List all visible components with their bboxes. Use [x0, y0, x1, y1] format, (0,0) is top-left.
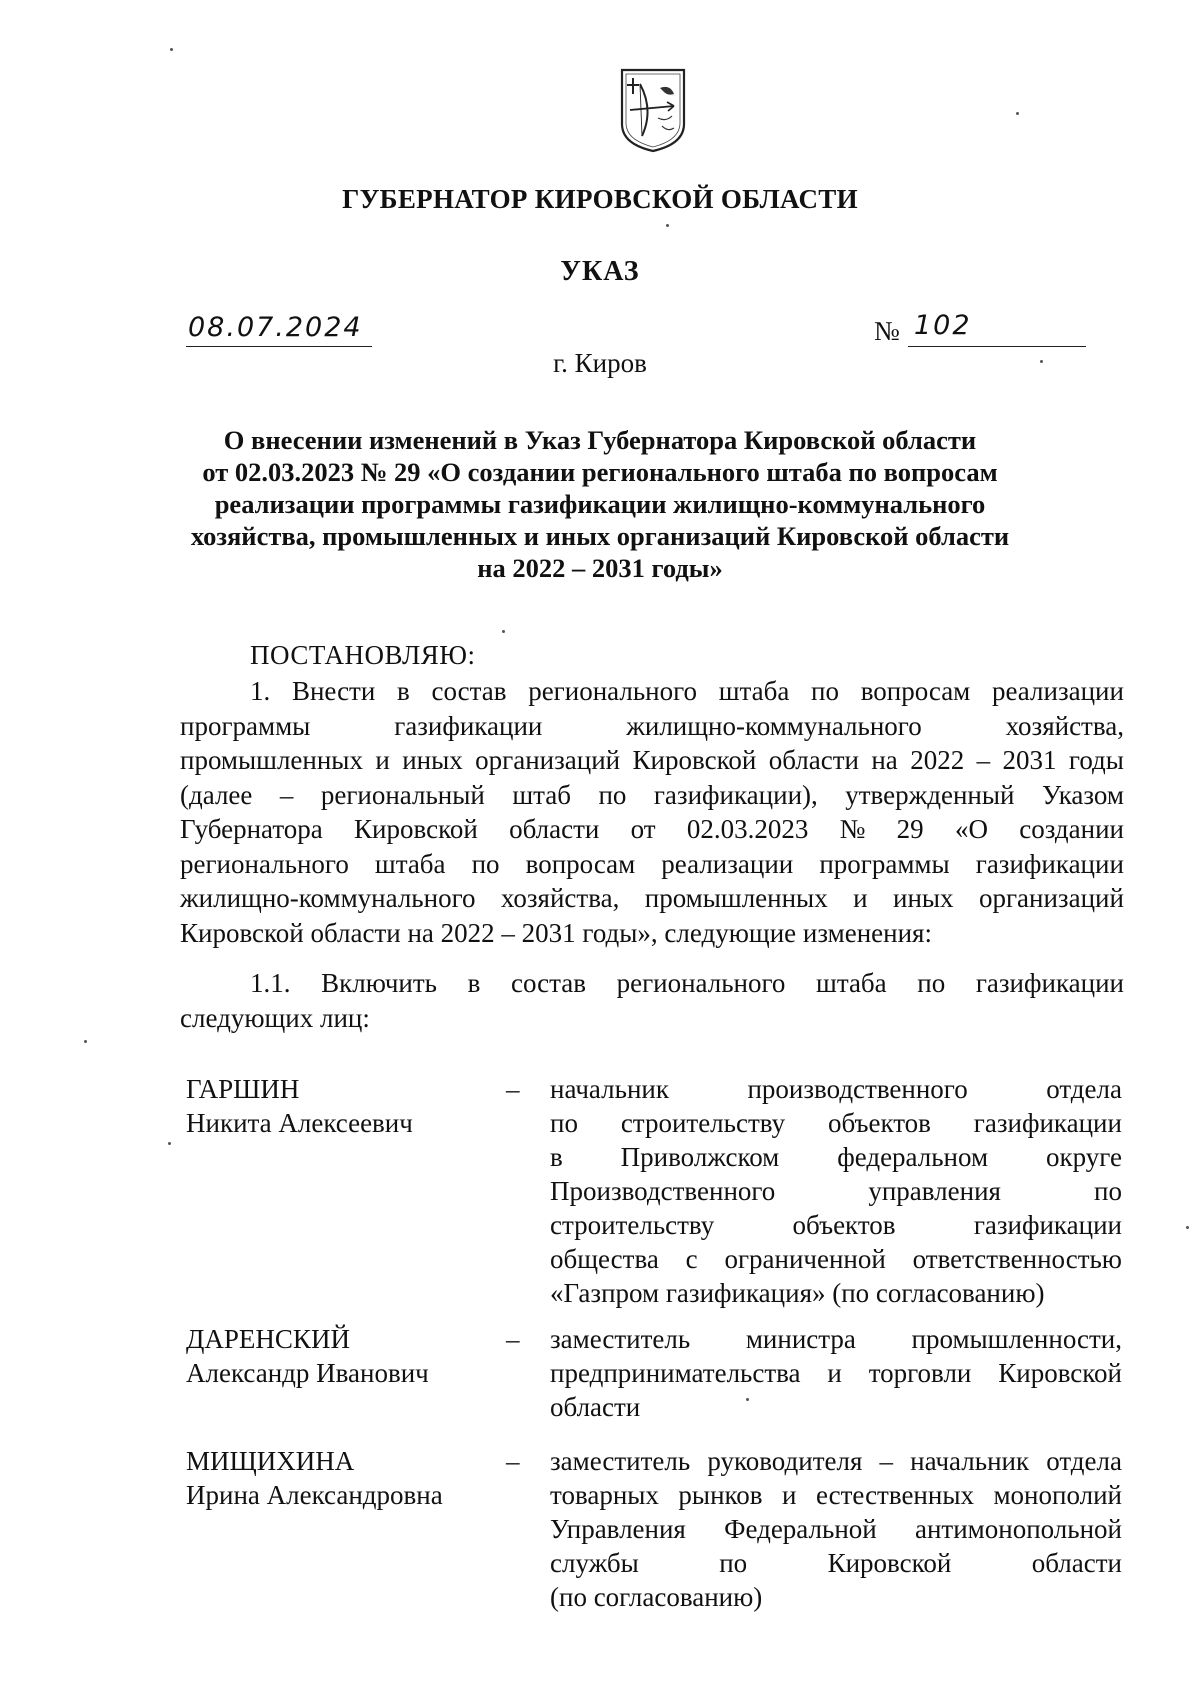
role-line: товарных рынков и естественных монополий — [550, 1480, 1122, 1510]
role-line: общества с ограниченной ответственностью — [550, 1244, 1122, 1274]
member-given-names: Никита Алексеевич — [186, 1108, 413, 1138]
paragraph-line: программы газификации жилищно-коммунального хозяйства, — [180, 710, 1124, 741]
role-line: начальник производственного отдела — [550, 1074, 1122, 1104]
paragraph-line: регионального штаба по вопросам реализации программы газификации — [180, 848, 1124, 879]
scan-speck — [502, 630, 505, 633]
subject-line: реализации программы газификации жилищно-коммунального — [214, 489, 986, 519]
role-line: (по согласованию) — [550, 1582, 763, 1612]
paragraph-line: (далее – региональный штаб по газификации), утвержденный Указом — [180, 779, 1124, 810]
paragraph-line: следующих лиц: — [180, 1002, 370, 1033]
scan-speck — [666, 224, 669, 227]
subject-line: от 02.03.2023 № 29 «О создании регионального штаба по вопросам — [202, 457, 998, 487]
scan-speck — [1016, 112, 1019, 115]
role-line: по строительству объектов газификации — [550, 1108, 1122, 1138]
decree-subject — [180, 424, 1020, 584]
paragraph-line: жилищно-коммунального хозяйства, промышленных и иных организаций — [180, 883, 1124, 913]
decree-number: 102 — [914, 310, 972, 341]
subject-line: О внесении изменений в Указ Губернатора Кировской области — [223, 425, 977, 455]
subject-line: хозяйства, промышленных и иных организаций Кировской области — [190, 521, 1010, 551]
role-line: предпринимательства и торговли Кировской — [550, 1358, 1122, 1388]
member-name — [186, 1444, 496, 1512]
paragraph-1-1 — [180, 966, 1124, 1035]
member-dash: – — [506, 1324, 520, 1354]
decree-date: 08.07.2024 — [188, 312, 363, 343]
role-line: Управления Федеральной антимонопольной — [550, 1514, 1122, 1544]
scan-speck — [168, 1142, 171, 1145]
role-line: заместитель руководителя – начальник отдела — [550, 1446, 1122, 1476]
role-line: строительству объектов газификации — [550, 1210, 1122, 1240]
role-line: Производственного управления по — [550, 1176, 1122, 1206]
subject-line: на 2022 – 2031 годы» — [477, 553, 723, 583]
scan-speck — [170, 48, 173, 51]
member-surname: ДАРЕНСКИЙ — [186, 1324, 350, 1354]
document-type: УКАЗ — [560, 256, 640, 287]
kirov-coat-of-arms-icon — [618, 66, 688, 154]
paragraph-line: 1. Внести в состав регионального штаба по вопросам реализации — [250, 676, 1124, 706]
scan-speck — [1040, 360, 1043, 363]
member-dash: – — [506, 1074, 520, 1104]
member-given-names: Александр Иванович — [186, 1358, 429, 1388]
member-role — [550, 1072, 1122, 1310]
member-surname: ГАРШИН — [186, 1074, 300, 1104]
scan-speck — [746, 1398, 749, 1401]
role-line: заместитель министра промышленности, — [550, 1324, 1122, 1354]
role-line: области — [550, 1392, 641, 1422]
city: г. Киров — [553, 348, 647, 378]
paragraph-1 — [180, 674, 1124, 950]
role-line: службы по Кировской области — [550, 1548, 1122, 1578]
paragraph-line: Кировской области на 2022 – 2031 годы», следующие изменения: — [180, 917, 932, 948]
paragraph-line: 1.1. Включить в состав регионального штаба по газификации — [250, 968, 1124, 998]
paragraph-line: Губернатора Кировской области от 02.03.2023 № 29 «О создании — [180, 814, 1124, 844]
scan-speck — [1186, 1226, 1189, 1229]
role-line: «Газпром газификация» (по согласованию) — [550, 1278, 1045, 1308]
member-role — [550, 1322, 1122, 1424]
resolve-heading: ПОСТАНОВЛЯЮ: — [250, 640, 476, 670]
number-label: № — [874, 316, 900, 346]
member-dash: – — [506, 1446, 520, 1476]
authority-title: ГУБЕРНАТОР КИРОВСКОЙ ОБЛАСТИ — [342, 184, 858, 214]
member-role — [550, 1444, 1122, 1614]
member-name — [186, 1072, 496, 1140]
role-line: в Приволжском федеральном округе — [550, 1142, 1122, 1172]
paragraph-line: промышленных и иных организаций Кировской области на 2022 – 2031 годы — [180, 745, 1124, 775]
member-given-names: Ирина Александровна — [186, 1480, 443, 1510]
member-name — [186, 1322, 496, 1390]
scan-speck — [84, 1040, 87, 1043]
member-surname: МИЩИХИНА — [186, 1446, 355, 1476]
